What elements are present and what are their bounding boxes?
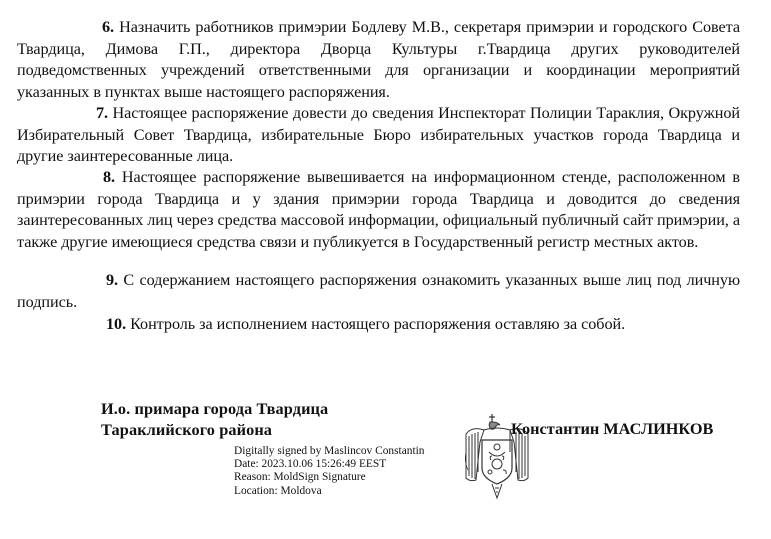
signatory-title-line1: И.о. примара города Твардица — [101, 399, 329, 418]
paragraph-text: Настоящее распоряжение довести до сведения Инспекторат Полиции Тараклия, Окружной Избирательный Совет Твардица, избирательные Бюро избирательных участков города Твардица и другие заинтересованные лица. — [17, 104, 740, 165]
paragraph-text: Контроль за исполнением настоящего распоряжения оставляю за собой. — [126, 315, 626, 333]
digital-signature-reason: Reason: MoldSign Signature — [234, 471, 366, 484]
paragraph-number: 7. — [96, 104, 109, 122]
paragraph-9 — [17, 270, 740, 313]
digital-signature-date: Date: 2023.10.06 15:26:49 EEST — [234, 458, 387, 471]
paragraph-number: 8. — [103, 168, 116, 186]
paragraph-number: 10. — [106, 315, 127, 333]
digital-signed-by: Digitally signed by Maslincov Constantin — [234, 445, 425, 457]
paragraph-text: Назначить работников примэрии Бодлеву М.В., секретаря примэрии и городского Совета Твардица, Димова Г.П., директора Дворца Культуры г.Твардица других руководителей подведомственных учреждений ответственными для организации и координации мероприятий указанных в пунктах выше настоящего распоряжения. — [17, 18, 740, 101]
digital-signature-block — [234, 445, 424, 498]
paragraph-8 — [17, 167, 740, 253]
paragraph-10 — [17, 314, 740, 336]
paragraph-6 — [17, 17, 740, 103]
signatory-title — [101, 398, 328, 440]
paragraph-number: 9. — [106, 271, 119, 289]
paragraph-text: С содержанием настоящего распоряжения ознакомить указанных выше лиц под личную подпись. — [17, 271, 740, 311]
signer-name: Константин МАСЛИНКОВ — [511, 419, 714, 438]
digital-signature-location: Location: Moldova — [234, 484, 322, 497]
paragraph-text: Настоящее распоряжение вывешивается на информационном стенде, расположенном в примэрии города Твардица и у здания примэрии города Твардица и доводится до сведения заинтересованных лиц через средства массовой информации, официальный публичный сайт примэрии, а также другие имеющиеся средства связи и публикуется в Государственный регистр местных актов. — [17, 168, 740, 251]
paragraph-7 — [17, 103, 740, 168]
paragraph-number: 6. — [102, 18, 115, 36]
signatory-title-line2: Тараклийского района — [101, 420, 273, 439]
